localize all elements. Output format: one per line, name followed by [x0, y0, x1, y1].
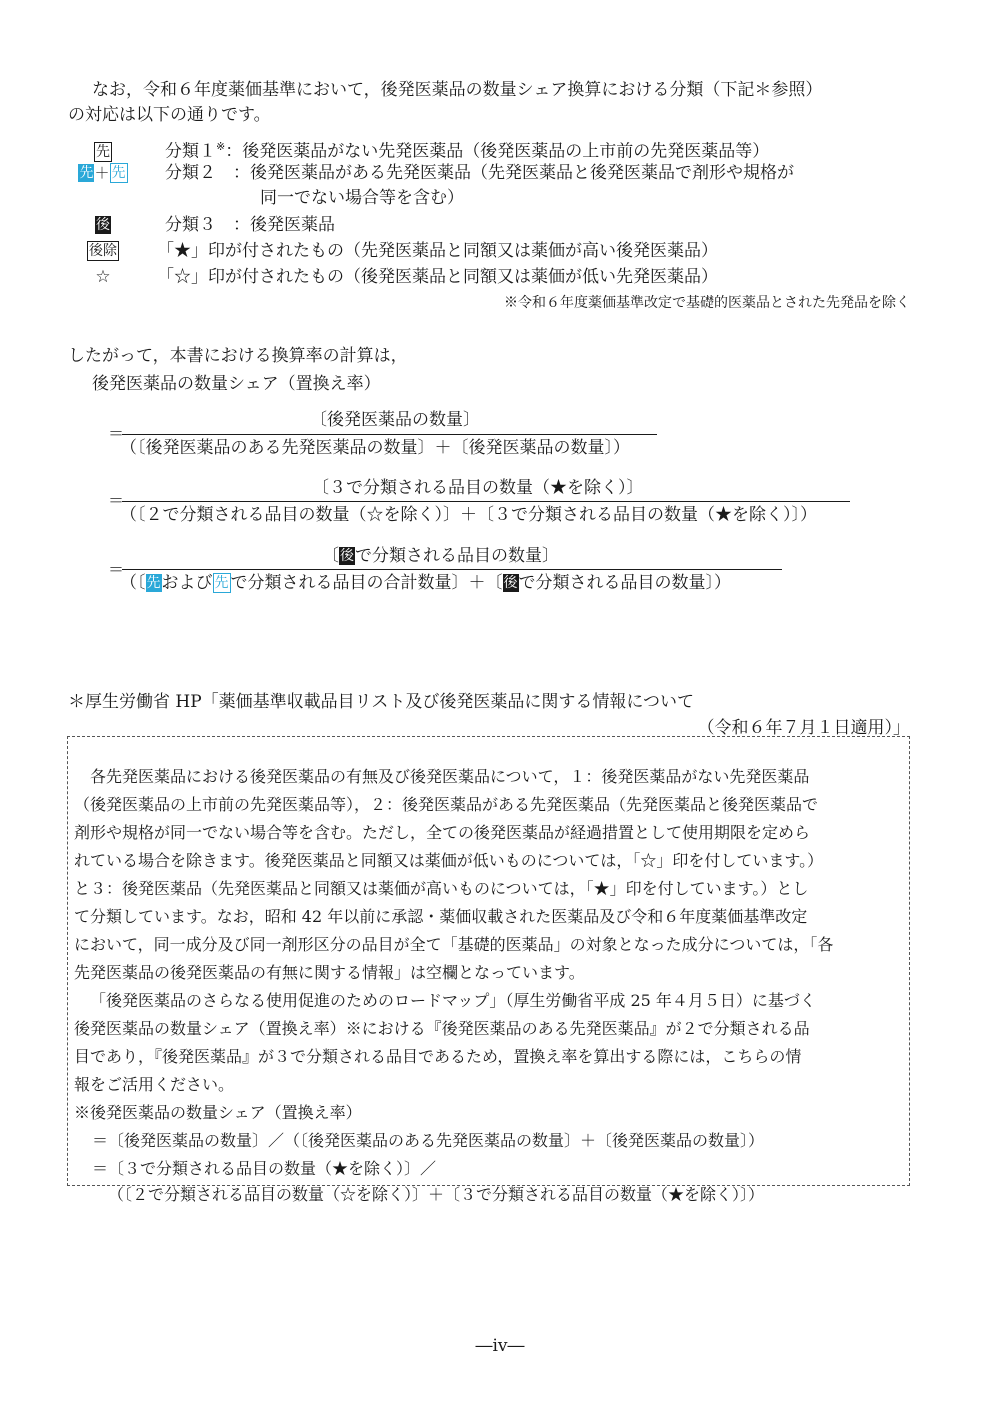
legend-row-3-label: 分類３ [165, 215, 216, 235]
box-line-7: において，同一成分及び同一剤形区分の品目が全て「基礎的医薬品」の対象となった成分については，「各 [74, 935, 834, 954]
legend-row-2-desc: ：後発医薬品がある先発医薬品（先発医薬品と後発医薬品で剤形や規格が [233, 163, 794, 183]
legend-row-5 [68, 265, 718, 290]
key-sen-cyan-outline-icon: 先 [214, 575, 229, 591]
legend-row-4-desc: 「★」印が付されたもの（先発医薬品と同額又は薬価が高い後発医薬品） [157, 241, 718, 261]
fraction-2-bar [122, 501, 850, 502]
legend-row-2-cont: 同一でない場合等を含む） [260, 188, 464, 208]
key-sen-cyan-icon: 先 [79, 165, 94, 181]
box-line-11: 目であり，『後発医薬品』が３で分類される品目であるため，置換え率を算出する際には，こちらの情 [74, 1047, 802, 1066]
equals-sign-2: ＝ [108, 491, 125, 510]
f3-num-post: で分類される品目の数量〕 [355, 546, 559, 566]
legend-row-3 [68, 213, 335, 238]
source-line-1: ＊厚生労働省 HP「薬価基準収載品目リスト及び後発医薬品に関する情報について [68, 692, 694, 712]
box-line-10: 後発医薬品の数量シェア（置換え率）※における『後発医薬品のある先発医薬品』が２で分類される品 [74, 1019, 810, 1038]
f3-den-mid: および [161, 573, 213, 593]
box-line-12: 報をご活用ください。 [74, 1075, 235, 1094]
page-number: ―iv― [475, 1336, 525, 1356]
legend-row-2 [68, 161, 794, 186]
fraction-3-denominator [120, 572, 731, 594]
info-box [67, 736, 910, 1204]
legend-note: ※令和６年度薬価基準改定で基礎的医薬品とされた先発品を除く [504, 295, 910, 311]
legend-row-5-desc: 「☆」印が付されたもの（後発医薬品と同額又は薬価が低い先発医薬品） [157, 267, 718, 287]
box-line-5: と３：後発医薬品（先発医薬品と同額又は薬価が高いものについては，「★」印を付しています。）とし [74, 879, 809, 898]
key-ko-filled-icon: 後 [503, 575, 518, 591]
fraction-1-bar [122, 434, 657, 435]
key-sen-cyan-outline-icon: 先 [111, 165, 126, 181]
fraction-3-numerator [322, 545, 559, 567]
legend-row-2-label: 分類２ [165, 163, 216, 183]
legend-row-1-desc: ：後発医薬品がない先発医薬品（後発医薬品の上市前の先発医薬品等） [225, 141, 770, 162]
calc-line-2: 後発医薬品の数量シェア（置換え率） [92, 374, 381, 394]
source-line-2: （令和６年７月１日適用）」 [697, 718, 910, 738]
fraction-1-numerator: 〔後発医薬品の数量〕 [310, 410, 480, 430]
box-line-1: 各先発医薬品における後発医薬品の有無及び後発医薬品について，１：後発医薬品がない先発医薬品 [90, 767, 810, 786]
box-line-8: 先発医薬品の後発医薬品の有無に関する情報」は空欄となっています。 [74, 963, 585, 982]
equals-sign-1: ＝ [108, 424, 125, 443]
f3-den-post: で分類される品目の数量〕） [518, 573, 731, 593]
intro-line-1: なお，令和６年度薬価基準において，後発医薬品の数量シェア換算における分類（下記＊参照） [92, 80, 823, 100]
key-sen-boxed-icon: 先 [96, 143, 110, 160]
box-line-6: て分類しています。なお，昭和 42 年以前に承認・薬価収載された医薬品及び令和６年度薬価基準改定 [74, 907, 808, 926]
fraction-2-denominator: （〔２で分類される品目の数量（☆を除く）〕＋〔３で分類される品目の数量（★を除く）〕） [120, 505, 817, 525]
box-line-2: （後発医薬品の上市前の先発医薬品等），２：後発医薬品がある先発医薬品（先発医薬品と後発医薬品で [74, 795, 819, 814]
fraction-3-bar [122, 569, 782, 570]
legend-row-3-desc: ：後発医薬品 [233, 215, 335, 235]
calc-line-1: したがって，本書における換算率の計算は， [68, 346, 408, 366]
key-ko-jo-boxed-icon: 後除 [89, 243, 117, 259]
f3-num-pre: 〔 [322, 546, 339, 566]
f3-den-pre: （〔 [120, 573, 146, 593]
legend-row-1-sup: ※ [216, 140, 226, 153]
box-line-16: （〔２で分類される品目の数量（☆を除く）〕＋〔３で分類される品目の数量（★を除く）〕） [108, 1185, 765, 1204]
white-star-icon: ☆ [95, 267, 111, 287]
legend-row-1-label: 分類１ [165, 141, 216, 162]
key-ko-filled-icon: 後 [96, 217, 110, 233]
key-ko-filled-icon: 後 [340, 548, 354, 564]
equals-sign-3: ＝ [108, 560, 125, 579]
key-sen-cyan-icon: 先 [146, 575, 161, 591]
box-line-14: ＝〔後発医薬品の数量〕／（〔後発医薬品のある先発医薬品の数量〕＋〔後発医薬品の数量〕） [92, 1131, 765, 1150]
fraction-1-denominator: （〔後発医薬品のある先発医薬品の数量〕＋〔後発医薬品の数量〕） [120, 438, 630, 458]
box-line-15: ＝〔３で分類される品目の数量（★を除く）〕／ [92, 1159, 437, 1178]
box-line-13: ※後発医薬品の数量シェア（置換え率） [74, 1103, 362, 1122]
box-line-3: 剤形や規格が同一でない場合等を含む。ただし，全ての後発医薬品が経過措置として使用期限を定めら [74, 823, 811, 842]
legend-row-4 [68, 239, 718, 264]
fraction-2-numerator: 〔３で分類される品目の数量（★を除く）〕 [312, 478, 644, 498]
f3-den-mid2: で分類される品目の合計数量〕＋〔 [230, 573, 503, 593]
box-line-9: 「後発医薬品のさらなる使用促進のためのロードマップ」（厚生労働省平成 25 年４月５日）に基づく [90, 991, 816, 1010]
legend-row-2-plus: ＋ [94, 164, 110, 182]
intro-line-2: の対応は以下の通りです。 [68, 105, 271, 125]
box-line-4: れている場合を除きます。後発医薬品と同額又は薬価が低いものについては，「☆」印を付しています。） [74, 851, 824, 870]
